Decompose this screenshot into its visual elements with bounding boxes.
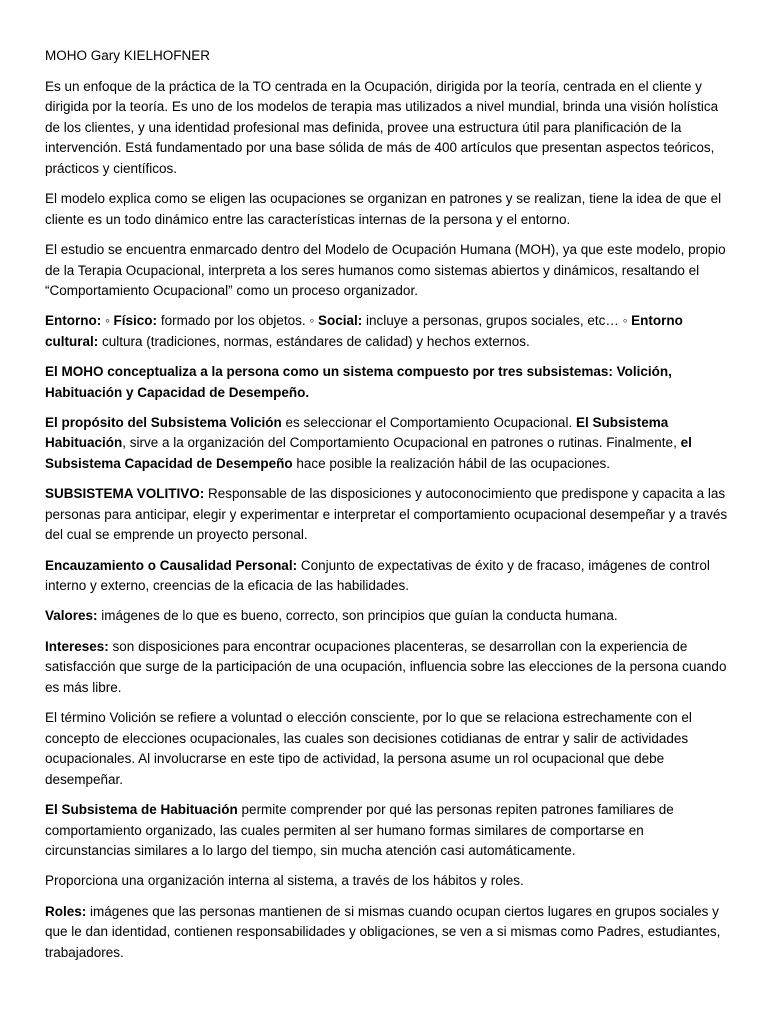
bold-text-run: SUBSISTEMA VOLITIVO:	[45, 486, 205, 502]
bold-text-run: Valores:	[45, 608, 98, 624]
paragraph	[45, 871, 728, 892]
text-run: Es un enfoque de la práctica de la TO centrada en la Ocupación, dirigida por la teoría, centrada en el cliente y dirigida por la teoría. Es uno de los modelos de terapia mas utilizados a nivel mundial, brinda una visión holística de los clientes, y una identidad profesional mas definida, provee una estructura útil para planificación de la intervención. Está fundamentado por una base sólida de más de 400 artículos que presentan aspectos teóricos, prácticos y científicos.	[45, 78, 719, 176]
paragraph	[45, 189, 728, 230]
text-run: El término Volición se refiere a voluntad o elección consciente, por lo que se relaciona estrechamente con el concepto de elecciones ocupacionales, las cuales son decisiones cotidianas de entrar y salir de actividades ocupacionales. Al involucrarse en este tipo de actividad, la persona asume un rol ocupacional que debe desempeñar.	[45, 709, 692, 787]
text-run: ◦	[101, 313, 114, 329]
text-run: hace posible la realización hábil de las ocupaciones.	[292, 456, 611, 472]
text-run: permite comprender por qué las personas repiten patrones familiares de comportamiento organizado, las cuales permiten al ser humano formas similares de comportarse en circunstancias similares a lo largo del tiempo, sin mucha atención casi automáticamente.	[45, 801, 674, 859]
paragraph	[45, 606, 728, 627]
document-title: MOHO Gary KIELHOFNER	[45, 48, 211, 63]
text-run: imágenes que las personas mantienen de si mismas cuando ocupan ciertos lugares en grupos sociales y que le dan identidad, contienen responsabilidades y obligaciones, se ven a si mismas como Padres, estudiantes, trabajadores.	[45, 903, 721, 960]
paragraph	[45, 413, 728, 475]
paragraph	[45, 556, 728, 597]
text-run: , sirve a la organización del Comportamiento Ocupacional en patrones o rutinas. Finalmente,	[122, 435, 681, 451]
text-run: El estudio se encuentra enmarcado dentro del Modelo de Ocupación Humana (MOH), ya que este modelo, propio de la Terapia Ocupacional, interpreta a los seres humanos como sistemas abiertos y dinámicos, resaltando el “Comportamiento Ocupacional” como un proceso organizador.	[45, 241, 726, 299]
document-body	[45, 77, 728, 964]
text-run: es seleccionar el Comportamiento Ocupacional.	[281, 414, 576, 430]
bold-text-run: Entorno cultural:	[45, 313, 683, 349]
bold-text-run: El Subsistema Habituación	[45, 414, 669, 451]
bold-text-run: Roles:	[45, 903, 87, 919]
paragraph	[45, 240, 728, 302]
text-run: El modelo explica como se eligen las ocupaciones se organizan en patrones y se realizan, tiene la idea de que el cliente es un todo dinámico entre las características internas de la persona y el entorno.	[45, 191, 722, 227]
text-run: formado por los objetos. ◦	[157, 313, 318, 329]
paragraph	[45, 800, 728, 862]
paragraph	[45, 362, 728, 403]
text-run: incluye a personas, grupos sociales, etc… ◦	[362, 313, 632, 329]
text-run: Responsable de las disposiciones y autoconocimiento que predispone y capacita a las personas para anticipar, elegir y experimentar e interpretar el comportamiento ocupacional desempeñar y a través del cual se emprende un proyecto personal.	[45, 486, 728, 543]
bold-text-run: El propósito del Subsistema Volición	[45, 414, 282, 430]
paragraph	[45, 484, 728, 546]
bold-text-run: Encauzamiento o Causalidad Personal:	[45, 557, 298, 573]
bold-text-run: Social:	[317, 313, 363, 329]
bold-text-run: Entorno:	[45, 313, 102, 329]
bold-text-run: Físico:	[113, 313, 158, 329]
paragraph	[45, 902, 728, 964]
bold-text-run: El MOHO conceptualiza a la persona como un sistema compuesto por tres subsistemas: Volición, Habituación y Capacidad de Desempeño.	[45, 364, 672, 400]
text-run: cultura (tradiciones, normas, estándares de calidad) y hechos externos.	[98, 333, 530, 349]
paragraph	[45, 708, 728, 790]
paragraph	[45, 77, 728, 180]
paragraph	[45, 311, 728, 352]
bold-text-run: Intereses:	[45, 638, 109, 654]
text-run: imágenes de lo que es bueno, correcto, son principios que guían la conducta humana.	[97, 608, 618, 624]
bold-text-run: El Subsistema de Habituación	[45, 801, 238, 817]
paragraph	[45, 637, 728, 699]
bold-text-run: el Subsistema Capacidad de Desempeño	[45, 435, 692, 472]
text-run: Proporciona una organización interna al sistema, a través de los hábitos y roles.	[45, 873, 524, 889]
text-run: Conjunto de expectativas de éxito y de fracaso, imágenes de control interno y externo, creencias de la eficacia de las habilidades.	[45, 557, 710, 594]
text-run: son disposiciones para encontrar ocupaciones placenteras, se desarrollan con la experiencia de satisfacción que surge de la participación de una ocupación, influencia sobre las elecciones de la persona cuando es más libre.	[45, 638, 727, 695]
